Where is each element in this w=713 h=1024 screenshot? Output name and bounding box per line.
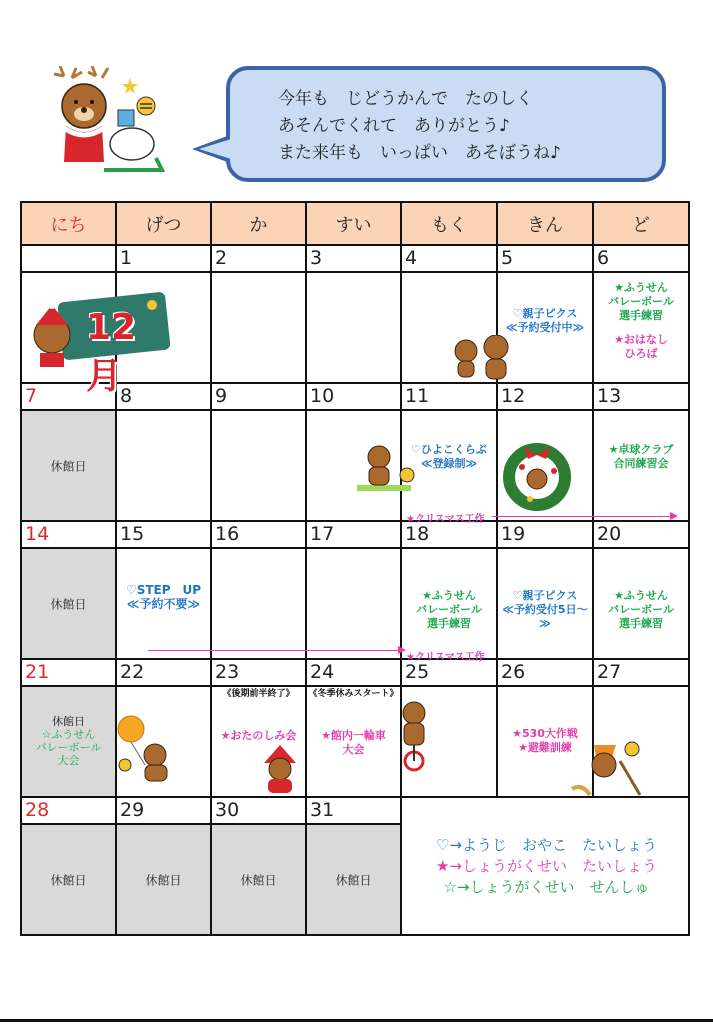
day-number: 28: [21, 797, 116, 824]
week4-numbers: [21, 659, 689, 686]
day-number: 11: [401, 383, 497, 410]
day-number: 6: [593, 245, 689, 272]
xmas-craft-arrow-line: [148, 650, 400, 651]
day-cell: [497, 410, 593, 521]
weekday-tue: か: [211, 202, 306, 245]
december-calendar: [20, 201, 690, 936]
closed-day-cell: [21, 686, 116, 797]
day-number: 18: [401, 521, 497, 548]
legend-toddler: ♡→ようじ おやこ たいしょう: [435, 835, 658, 854]
day-cell: [306, 548, 401, 659]
day-number: 1: [116, 245, 211, 272]
day-cell: [116, 410, 211, 521]
bear-with-balloon-icon: [117, 715, 183, 785]
closed-day-cell: [21, 548, 116, 659]
day-cell: [593, 548, 689, 659]
greeting-text: 今年も じどうかんで たのしく あそんでくれて ありがとう♪ また来年も いっぱい あそぼうね♪: [278, 89, 561, 163]
event-balloon-volleyball-tournament: 休館日 ☆ふうせん バレーボール 大会: [35, 715, 102, 767]
closed-label: 休館日: [240, 873, 277, 887]
note-late-term-end: 《後期前半終了》: [222, 689, 295, 699]
day-cell: [401, 272, 497, 383]
day-number: 7: [21, 383, 116, 410]
day-cell: [116, 686, 211, 797]
weekday-header-row: [21, 202, 689, 245]
event-unicycle-tournament: ★館内一輪車 大会: [321, 729, 386, 756]
day-number: 20: [593, 521, 689, 548]
week3-numbers: [21, 521, 689, 548]
day-number: 23: [211, 659, 306, 686]
day-number: 17: [306, 521, 401, 548]
month-badge-cell: [21, 272, 137, 397]
event-530-cleanup-drill: ★530大作戦 ★避難訓練: [512, 727, 578, 754]
closed-day-cell: [21, 410, 116, 521]
closed-label: 休館日: [50, 459, 87, 473]
day-number: 16: [211, 521, 306, 548]
day-number: 19: [497, 521, 593, 548]
week1-events: [21, 272, 689, 383]
day-cell: [306, 686, 401, 797]
day-number: 2: [211, 245, 306, 272]
day-number: 15: [116, 521, 211, 548]
closed-day-cell: [21, 824, 116, 935]
week1-numbers: [21, 245, 689, 272]
day-number: 10: [306, 383, 401, 410]
day-cell: [401, 548, 497, 659]
week2-numbers: [21, 383, 689, 410]
day-cell: [593, 272, 689, 383]
legend-elementary: ★→しょうがくせい たいしょう: [435, 856, 658, 875]
day-cell: [401, 686, 497, 797]
event-balloon-volleyball-practice: ★ふうせん バレーボール 選手練習: [416, 589, 482, 630]
week4-events: [21, 686, 689, 797]
closed-label: 休館日: [50, 597, 87, 611]
day-number: 29: [116, 797, 211, 824]
weekday-wed: すい: [306, 202, 401, 245]
day-cell: [497, 548, 593, 659]
day-number: 30: [211, 797, 306, 824]
weekday-sun: にち: [21, 202, 116, 245]
day-cell: [211, 410, 306, 521]
legend-cell: [401, 797, 689, 935]
weekday-sat: ど: [593, 202, 689, 245]
day-number: 12: [497, 383, 593, 410]
day-number: 24: [306, 659, 401, 686]
day-number: 25: [401, 659, 497, 686]
weekday-mon: げつ: [116, 202, 211, 245]
event-step-up: ♡STEP UP ≪予約不要≫: [125, 583, 202, 611]
christmas-wreath-bear-icon: [502, 437, 572, 511]
day-number: 8: [116, 383, 211, 410]
day-number: 27: [593, 659, 689, 686]
xmas-craft-label: ★クリスマス工作: [406, 652, 485, 663]
reindeer-bear-sled-icon: [50, 66, 170, 184]
closed-label: 休館日: [335, 873, 372, 887]
closed-day-cell: [116, 824, 211, 935]
event-balloon-volleyball-practice: ★ふうせん バレーボール 選手練習: [608, 281, 674, 322]
event-otanoshimi-kai: ★おたのしみ会: [220, 729, 297, 742]
day-number: [21, 245, 116, 272]
day-cell: [593, 686, 689, 797]
event-oyako-pix: ♡親子ピクス ≪予約受付中≫: [505, 307, 585, 334]
arrow-right-icon: [670, 512, 678, 520]
event-balloon-volleyball-practice: ★ふうせん バレーボール 選手練習: [608, 589, 674, 630]
day-cell: [306, 272, 401, 383]
day-cell: [211, 272, 306, 383]
closed-label: 休館日: [145, 873, 182, 887]
weekday-thu: もく: [401, 202, 497, 245]
unicycle-bear-icon: [392, 701, 440, 773]
event-ohanashi-hiroba: ★おはなし ひろば: [614, 333, 668, 360]
week2-events: [21, 410, 689, 521]
week5-numbers: [21, 797, 689, 824]
day-cell: [116, 272, 211, 383]
day-number: 9: [211, 383, 306, 410]
event-table-tennis-club: ★卓球クラブ 合同練習会: [608, 443, 674, 470]
xmas-craft-label: ★クリスマス工作: [406, 514, 485, 525]
day-number: 31: [306, 797, 401, 824]
day-cell: [116, 548, 211, 659]
closed-day-cell: [306, 824, 401, 935]
legend-elementary-athletes: ☆→しょうがくせい せんしゅ: [443, 877, 650, 896]
day-number: 21: [21, 659, 116, 686]
day-number: 13: [593, 383, 689, 410]
day-cell: [497, 272, 593, 383]
bear-with-broom-icon: [566, 739, 646, 799]
arrow-right-icon: [398, 646, 406, 654]
page-bottom-rule: [0, 1019, 713, 1022]
month-badge-text: 12月: [86, 307, 137, 397]
day-number: 4: [401, 245, 497, 272]
closed-label: 休館日: [50, 873, 87, 887]
santa-bear-icon: [256, 745, 304, 795]
day-number: 14: [21, 521, 116, 548]
day-cell: [306, 410, 401, 521]
day-cell: [401, 410, 497, 521]
day-number: 26: [497, 659, 593, 686]
event-hiyoko-club: ♡ひよこくらぶ ≪登録制≫: [411, 443, 487, 470]
day-cell: [211, 548, 306, 659]
day-number: 5: [497, 245, 593, 272]
greeting-speech-bubble: [226, 66, 666, 182]
note-winter-break-start: 《冬季休みスタート》: [308, 689, 399, 699]
day-cell: [211, 686, 306, 797]
day-number: 22: [116, 659, 211, 686]
speech-bubble-tail-inner: [199, 139, 231, 159]
xmas-craft-arrow-line: [492, 516, 672, 517]
closed-day-cell: [211, 824, 306, 935]
week3-events: [21, 548, 689, 659]
weekday-fri: きん: [497, 202, 593, 245]
day-cell: [593, 410, 689, 521]
day-number: 3: [306, 245, 401, 272]
event-oyako-pix: ♡親子ピクス ≪予約受付5日～≫: [502, 589, 588, 630]
